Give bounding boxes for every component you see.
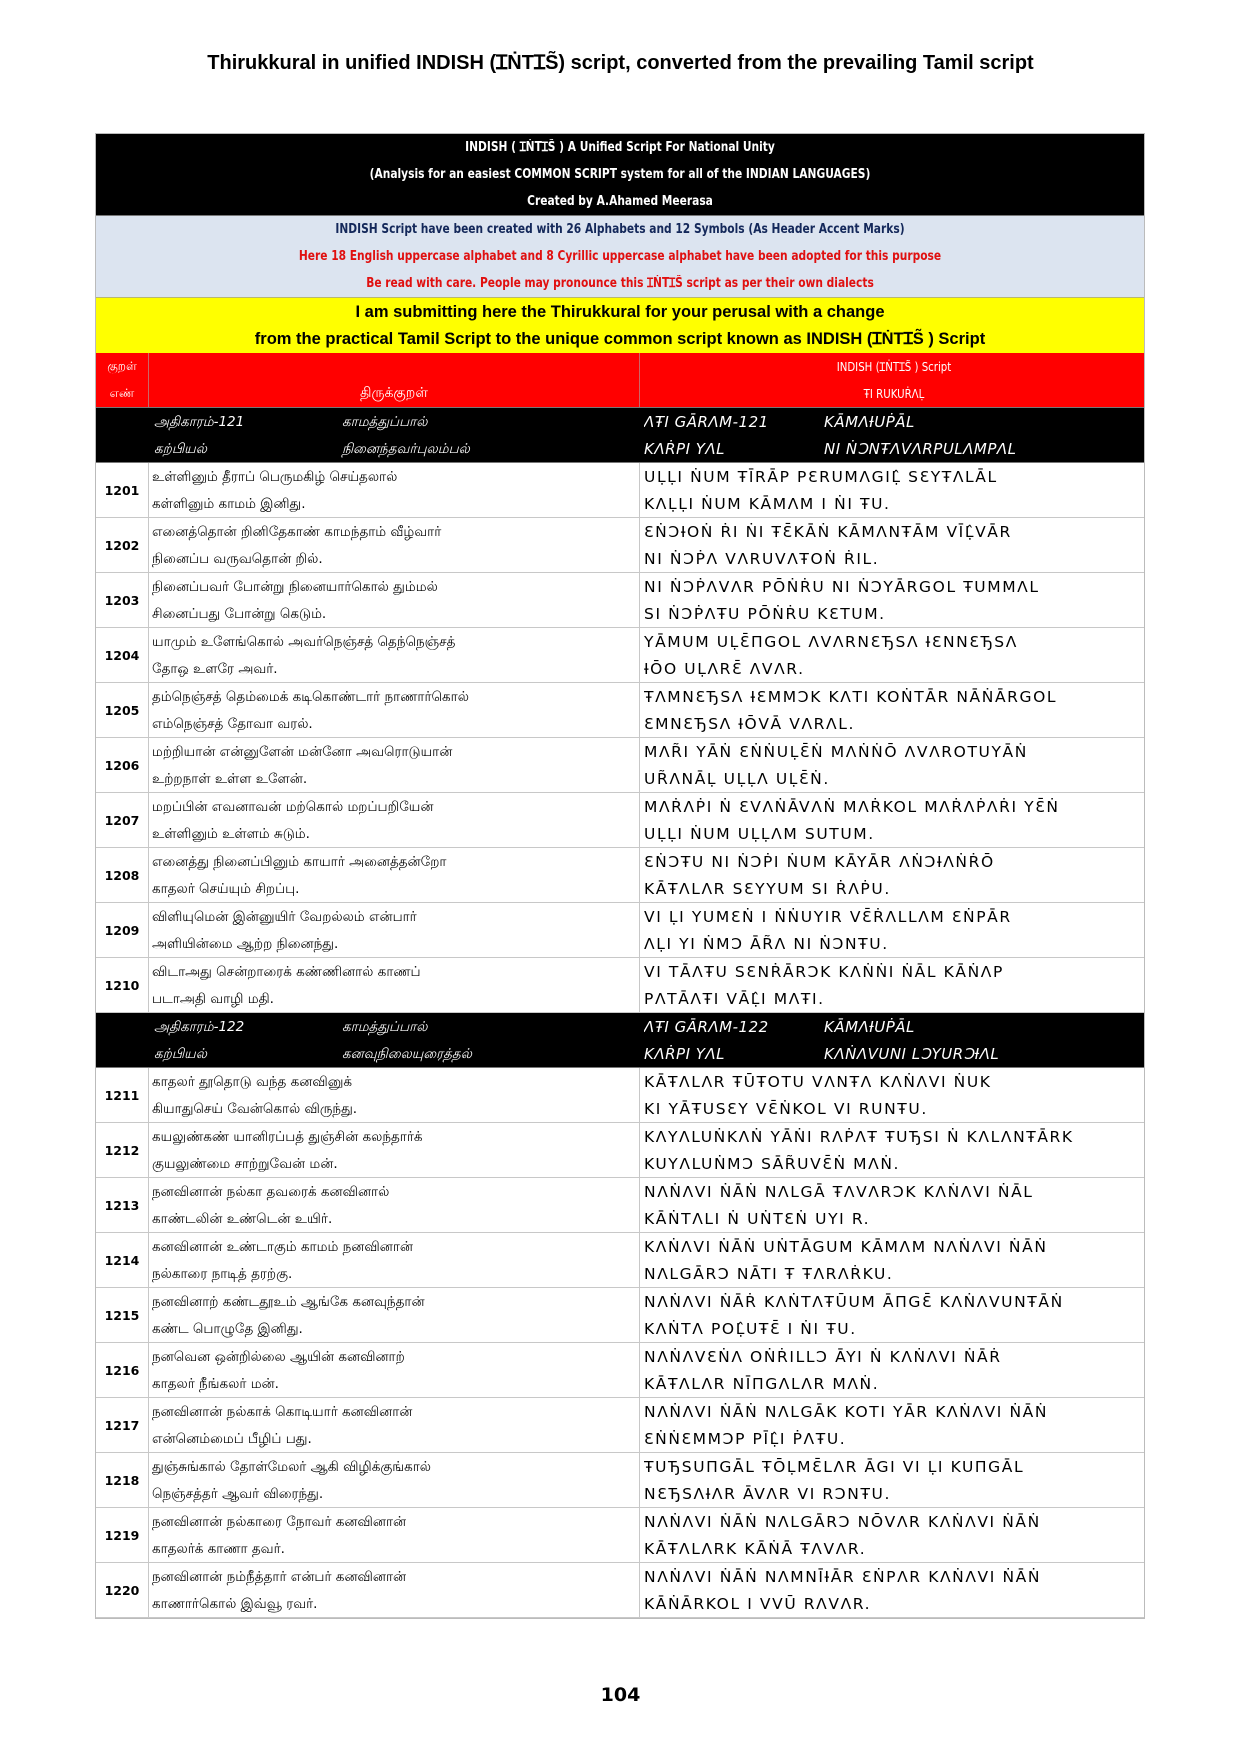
kural-tamil-line: எனைத்து நினைப்பினும் காயார் அனைத்தன்றோ (152, 854, 447, 870)
kural-number: 1211 (96, 1068, 149, 1122)
kural-indish-line: ŦΛMNƐЂSΛ ƗƐMMƆK KΛTI KOṄTĀR NĀṄĀRGOL (644, 688, 1058, 706)
kural-tamil-line: உள்ளினும் உள்ளம் சுடும். (152, 826, 310, 842)
kural-indish-line: KĀŦΛLΛRK KĀṄĀ ŦΛVΛR. (644, 1540, 867, 1558)
kural-row (96, 1398, 1144, 1453)
header-indish-column (640, 353, 1144, 407)
chapter-indish-cell (640, 408, 1144, 462)
chapter-tamil-text: காமத்துப்பால் (342, 1019, 428, 1035)
kural-tamil-line: எம்நெஞ்சத் தோவா வரல். (152, 716, 313, 732)
kural-indish-cell (640, 1508, 1144, 1562)
kural-indish-line: ƐṄƆƗOṄ ṘI ṄI ŦƐ̄KĀṄ KĀMΛNŦĀM VĪḶ̂VĀR (644, 523, 1012, 541)
chapter-indish-line (644, 1040, 1144, 1067)
kural-tamil-line: காதலர் செய்யும் சிறப்பு. (152, 881, 300, 897)
kural-tamil-line: காதலர் தூதொடு வந்த கனவினுக் (152, 1074, 353, 1090)
kural-indish-line: KΛYΛLUṄKΛṄ YĀṄI RΛṖΛŦ ŦUЂSI Ṅ KΛLΛNŦĀRK (644, 1128, 1074, 1146)
kural-indish-cell (640, 1288, 1144, 1342)
kural-row (96, 1453, 1144, 1508)
kural-tamil-line: கயலுண்கண் யானிரப்பத் துஞ்சின் கலந்தார்க் (152, 1129, 423, 1145)
kural-row (96, 683, 1144, 738)
kural-number: 1207 (96, 793, 149, 847)
kural-tamil-line: சினைப்பது போன்று கெடும். (152, 606, 327, 622)
kural-tamil-cell (149, 463, 640, 517)
kural-tamil-line: தோஒ உளரே அவர். (152, 661, 278, 677)
kural-number: 1206 (96, 738, 149, 792)
kural-indish-line: UḶḶI ṄUM UḶḶΛM SUTUM. (644, 825, 875, 843)
kural-indish-line: ƐMNƐЂSΛ ƗŌVĀ VΛRΛL. (644, 715, 856, 733)
kural-row (96, 463, 1144, 518)
kural-tamil-line: உற்றநாள் உள்ள உளேன். (152, 771, 308, 787)
kural-tamil-line: விடாஅது சென்றாரைக் கண்ணினால் காணப் (152, 964, 421, 980)
kural-tamil-cell (149, 628, 640, 682)
chapter-indish-text: KΛṄΛVUNI LƆYURƆƗΛL (824, 1045, 1000, 1063)
kural-row (96, 628, 1144, 683)
kural-tamil-line: நினைப்பவர் போன்று நினையார்கொல் தும்மல் (152, 579, 438, 595)
kural-number: 1220 (96, 1563, 149, 1617)
kural-indish-line: NI ṄƆṖΛVΛR PŌṄṘU NI ṄƆYĀRGOL ŦUMMΛL (644, 578, 1040, 596)
kural-indish-cell (640, 1178, 1144, 1232)
kural-tamil-line: நெஞ்சத்தர் ஆவர் விரைந்து. (152, 1486, 324, 1502)
kural-indish-cell (640, 1068, 1144, 1122)
kural-indish-line: KΛḶḶI ṄUM KĀMΛM I ṄI ŦU. (644, 495, 891, 513)
kural-indish-cell (640, 1123, 1144, 1177)
kural-indish-cell (640, 1398, 1144, 1452)
kural-tamil-cell (149, 903, 640, 957)
header-kural-label: குறள் (107, 358, 137, 373)
kural-indish-line: UḶḶI ṄUM ŦĪRĀP PƐRUMΛGIḶ̂ SƐYŦΛLĀL (644, 468, 998, 486)
kural-tamil-line: நல்காரை நாடித் தரற்கு. (152, 1266, 293, 1282)
kural-row (96, 1508, 1144, 1563)
kural-row (96, 738, 1144, 793)
kural-tamil-line: மற்றியான் என்னுளேன் மன்னோ அவரொடுயான் (152, 744, 453, 760)
kural-number: 1216 (96, 1343, 149, 1397)
kural-tamil-cell (149, 1233, 640, 1287)
kural-indish-line: NΛLGĀRƆ NĀTI Ŧ ŦΛRΛṘKU. (644, 1265, 894, 1283)
chapter-tamil-line (152, 435, 640, 462)
header-indish-title: ŦI RUKUṘΛḶ (863, 387, 925, 401)
chapter-indish-text: KΛṘPI YΛL (644, 440, 726, 458)
kural-indish-cell (640, 1563, 1144, 1617)
kural-indish-cell (640, 848, 1144, 902)
header-tamil-column (149, 353, 640, 407)
header-number-column (96, 353, 149, 407)
kural-indish-line: ƐṄṄƐMMƆP PĪḶ̂I ṖΛŦU. (644, 1430, 847, 1448)
kural-indish-line: NΛṄΛVI ṄĀṘ KΛṄTΛŦŪUM ĀПGƐ̄ KΛṄΛVUNŦĀṄ (644, 1293, 1064, 1311)
intro-line: (Analysis for an easiest COMMON SCRIPT system for all of the INDIAN LANGUAGES) (369, 167, 871, 182)
kural-tamil-cell (149, 1398, 640, 1452)
kural-row (96, 1288, 1144, 1343)
kural-number: 1217 (96, 1398, 149, 1452)
header-number-label: எண் (109, 385, 135, 400)
kural-tamil-line: துஞ்சுங்கால் தோள்மேலர் ஆகி விழிக்குங்கால் (152, 1459, 431, 1475)
info-line: Here 18 English uppercase alphabet and 8 Cyrillic uppercase alphabet have been adopted for this purpose (298, 249, 942, 264)
kural-row (96, 793, 1144, 848)
chapter-tamil-text: கற்பியல் (154, 441, 207, 457)
intro-line: INDISH ( ꞮṄTꞮS̃ ) A Unified Script For National Unity (465, 140, 775, 155)
kural-tamil-line: நனவினான் நம்நீத்தார் என்பர் கனவினான் (152, 1569, 407, 1585)
kural-row (96, 958, 1144, 1013)
kural-tamil-cell (149, 1288, 640, 1342)
chapter-indish-text: KĀMΛƗUṖĀL (824, 1018, 915, 1036)
kural-tamil-line: அளியின்மை ஆற்ற நினைந்து. (152, 936, 339, 952)
kural-tamil-cell (149, 683, 640, 737)
kural-tamil-cell (149, 1453, 640, 1507)
kural-tamil-line: நனவினாற் கண்டதூஉம் ஆங்கே கனவுந்தான் (152, 1294, 425, 1310)
kural-tamil-line: நனவென ஒன்றில்லை ஆயின் கனவினாற் (152, 1349, 405, 1365)
kural-indish-line: VI ḶI YUMƐṄ I ṄṄUYIR VƐ̄ṘΛLLΛM ƐṄPĀR (644, 908, 1012, 926)
kural-indish-line: PΛTĀΛŦI VĀḶ̂I MΛŦI. (644, 990, 825, 1008)
submission-line: from the practical Tamil Script to the unique common script known as INDISH (ꞮṄTꞮS̃ ) Script (254, 330, 986, 348)
chapter-tamil-cell (149, 408, 640, 462)
kural-tamil-line: தம்நெஞ்சத் தெம்மைக் கடிகொண்டார் நாணார்கொல் (152, 689, 469, 705)
kural-number: 1212 (96, 1123, 149, 1177)
kural-tamil-cell (149, 1123, 640, 1177)
kural-indish-line: KI YĀŦUSƐY VƐ̄ṄKOL VI RUNŦU. (644, 1100, 928, 1118)
chapter-number-cell (96, 408, 149, 462)
kural-tamil-line: நினைப்ப வருவதொன் றில். (152, 551, 323, 567)
kural-number: 1208 (96, 848, 149, 902)
chapter-indish-line (644, 435, 1144, 462)
kural-indish-cell (640, 793, 1144, 847)
kural-tamil-line: காணார்கொல் இவ்வூ ரவர். (152, 1596, 318, 1612)
kural-indish-line: NΛṄΛVƐṄΛ OṄṘILLƆ ĀYI Ṅ KΛṄΛVI ṄĀṘ (644, 1348, 1002, 1366)
kural-indish-line: VI TĀΛŦU SƐNṘĀRƆK KΛṄṄI ṄĀL KĀṄΛP (644, 963, 1004, 981)
chapter-tamil-text: அதிகாரம்-122 (154, 1019, 245, 1035)
kural-tamil-cell (149, 518, 640, 572)
info-line: INDISH Script have been created with 26 Alphabets and 12 Symbols (As Header Accent Marks) (335, 222, 905, 237)
kural-number: 1214 (96, 1233, 149, 1287)
chapter-indish-text: KΛṘPI YΛL (644, 1045, 726, 1063)
thirukkural-table (95, 133, 1145, 1619)
kural-tamil-cell (149, 1563, 640, 1617)
kural-indish-cell (640, 573, 1144, 627)
kural-row (96, 1123, 1144, 1178)
chapter-tamil-text: கனவுநிலையுரைத்தல் (342, 1046, 472, 1062)
kural-indish-cell (640, 958, 1144, 1012)
kural-indish-line: KĀŦΛLΛR ŦŪŦOTU VΛNŦΛ KΛṄΛVI ṄUK (644, 1073, 992, 1091)
kural-tamil-cell (149, 1343, 640, 1397)
kural-tamil-line: விளியுமென் இன்னுயிர் வேறல்லம் என்பார் (152, 909, 417, 925)
chapter-tamil-line (152, 1040, 640, 1067)
kural-number: 1209 (96, 903, 149, 957)
kural-indish-cell (640, 518, 1144, 572)
kural-tamil-line: நனவினான் நல்காரை நோவர் கனவினான் (152, 1514, 407, 1530)
kural-indish-line: UR̃ΛNĀḶ UḶḶΛ UḶƐ̄Ṅ. (644, 770, 830, 788)
kural-tamil-line: கியாதுசெய் வேன்கொல் விருந்து. (152, 1101, 358, 1117)
kural-indish-line: ƐṄƆŦU NI ṄƆṖI ṄUM KĀYĀR ΛṄƆƗΛṄṘŌ (644, 853, 995, 871)
kural-tamil-line: கள்ளினும் காமம் இனிது. (152, 496, 306, 512)
kural-tamil-cell (149, 738, 640, 792)
submission-line: I am submitting here the Thirukkural for your perusal with a change (355, 303, 885, 321)
kural-row (96, 903, 1144, 958)
kural-indish-line: YĀMUM UḶƐ̄ПGOL ΛVΛRNƐЂSΛ ƗƐNNƐЂSΛ (644, 633, 1018, 651)
kural-indish-line: KĀŦΛLΛR NĪПGΛLΛR MΛṄ. (644, 1375, 880, 1393)
info-line: Be read with care. People may pronounce this ꞮṄTꞮS̃ script as per their own dialects (366, 276, 874, 291)
kural-indish-cell (640, 463, 1144, 517)
kural-number: 1205 (96, 683, 149, 737)
kural-tamil-cell (149, 848, 640, 902)
kural-number: 1210 (96, 958, 149, 1012)
chapter-tamil-line (152, 408, 640, 435)
kural-tamil-line: படாஅதி வாழி மதி. (152, 991, 274, 1007)
kural-tamil-cell (149, 793, 640, 847)
kural-indish-line: ŦUЂSUПGĀL ŦŌḶMƐ̄LΛR ĀGI VI ḶI KUПGĀL (644, 1458, 1025, 1476)
kural-tamil-line: யாமும் உளேங்கொல் அவர்நெஞ்சத் தெந்நெஞ்சத் (152, 634, 456, 650)
kural-indish-cell (640, 903, 1144, 957)
table-body (96, 408, 1144, 1618)
kural-indish-line: KĀṄĀRKOL I VVŪ RΛVΛR. (644, 1595, 872, 1613)
kural-indish-line: ƗŌO UḶΛRƐ̄ ΛVΛR. (644, 660, 805, 678)
kural-indish-line: ΛḶI YI ṄMƆ ĀR̃Λ NI ṄƆNŦU. (644, 935, 889, 953)
chapter-tamil-text: கற்பியல் (154, 1046, 207, 1062)
chapter-tamil-text: நினைந்தவர்புலம்பல் (342, 441, 470, 457)
kural-row (96, 1343, 1144, 1398)
chapter-tamil-cell (149, 1013, 640, 1067)
kural-indish-line: KUYΛLUṄMƆ SĀR̃UVƐ̄Ṅ MΛṄ. (644, 1155, 901, 1173)
kural-indish-cell (640, 1453, 1144, 1507)
kural-row (96, 1233, 1144, 1288)
page-number: 104 (600, 1684, 641, 1706)
kural-number: 1202 (96, 518, 149, 572)
kural-tamil-cell (149, 1068, 640, 1122)
kural-row (96, 1068, 1144, 1123)
kural-indish-cell (640, 683, 1144, 737)
chapter-indish-line (644, 408, 1144, 435)
kural-indish-line: NΛṄΛVI ṄĀṄ NΛLGĀK KOTI YĀR KΛṄΛVI ṄĀṄ (644, 1403, 1049, 1421)
kural-tamil-line: காதலர் நீங்கலர் மன். (152, 1376, 279, 1392)
chapter-indish-text: ΛŦI GĀRΛM-121 (644, 413, 769, 431)
kural-tamil-line: நனவினான் நல்காக் கொடியார் கனவினான் (152, 1404, 413, 1420)
header-indish-label: INDISH (ꞮṄTꞮS̃ ) Script (836, 360, 952, 374)
kural-number: 1203 (96, 573, 149, 627)
kural-indish-line: KĀṄTΛLI Ṅ UṄTƐṄ UYI R. (644, 1210, 871, 1228)
kural-tamil-cell (149, 958, 640, 1012)
chapter-tamil-text: காமத்துப்பால் (342, 414, 428, 430)
kural-tamil-line: எனைத்தொன் றினிதேகாண் காமந்தாம் வீழ்வார் (152, 524, 442, 540)
chapter-indish-text: ΛŦI GĀRΛM-122 (644, 1018, 769, 1036)
chapter-tamil-line (152, 1013, 640, 1040)
kural-tamil-line: காண்டலின் உண்டென் உயிர். (152, 1211, 333, 1227)
chapter-indish-cell (640, 1013, 1144, 1067)
kural-number: 1201 (96, 463, 149, 517)
kural-number: 1204 (96, 628, 149, 682)
info-banner (96, 216, 1144, 298)
kural-number: 1218 (96, 1453, 149, 1507)
kural-indish-line: NI ṄƆṖΛ VΛRUVΛŦOṄ ṘIL. (644, 550, 880, 568)
kural-row (96, 518, 1144, 573)
kural-indish-cell (640, 1233, 1144, 1287)
kural-indish-line: NΛṄΛVI ṄĀṄ NΛLGĀ ŦΛVΛRƆK KΛṄΛVI ṄĀL (644, 1183, 1034, 1201)
kural-number: 1215 (96, 1288, 149, 1342)
kural-number: 1213 (96, 1178, 149, 1232)
chapter-indish-line (644, 1013, 1144, 1040)
chapter-indish-text: KĀMΛƗUṖĀL (824, 413, 915, 431)
kural-indish-cell (640, 738, 1144, 792)
chapter-tamil-text: அதிகாரம்-121 (154, 414, 245, 430)
kural-tamil-line: குயலுண்மை சாற்றுவேன் மன். (152, 1156, 338, 1172)
kural-tamil-line: கண்ட பொழுதே இனிது. (152, 1321, 303, 1337)
kural-tamil-line: கனவினான் உண்டாகும் காமம் நனவினான் (152, 1239, 413, 1255)
kural-row (96, 1563, 1144, 1618)
kural-indish-line: MΛṘΛṖI Ṅ ƐVΛṄĀVΛṄ MΛṘKOL MΛṘΛṖΛṘI YƐ̄Ṅ (644, 798, 1060, 816)
kural-tamil-line: நனவினான் நல்கா தவரைக் கனவினால் (152, 1184, 390, 1200)
kural-tamil-cell (149, 1508, 640, 1562)
kural-indish-line: SI ṄƆṖΛŦU PŌṄṘU KƐTUM. (644, 605, 886, 623)
kural-indish-line: NƐЂSΛƗΛR ĀVΛR VI RƆNŦU. (644, 1485, 892, 1503)
author-credit: Created by A.Ahamed Meerasa (527, 194, 713, 209)
header-tamil-label: திருக்குறள் (360, 385, 428, 401)
kural-indish-line: NΛṄΛVI ṄĀṄ NΛLGĀRƆ NŌVΛR KΛṄΛVI ṄĀṄ (644, 1513, 1041, 1531)
kural-indish-line: MΛR̃I YĀṄ ƐṄṄUḶƐ̄Ṅ MΛṄṄŌ ΛVΛROTUYĀṄ (644, 743, 1028, 761)
kural-tamil-line: காதலர்க் காணா தவர். (152, 1541, 285, 1557)
chapter-number-cell (96, 1013, 149, 1067)
kural-indish-line: KΛṄΛVI ṄĀṄ UṄTĀGUM KĀMΛM NΛṄΛVI ṄĀṄ (644, 1238, 1048, 1256)
kural-indish-cell (640, 1343, 1144, 1397)
submission-banner (96, 298, 1144, 353)
table-header (96, 353, 1144, 408)
kural-number: 1219 (96, 1508, 149, 1562)
kural-tamil-line: என்னெம்மைப் பீழிப் பது. (152, 1431, 312, 1447)
chapter-header-row (96, 408, 1144, 463)
kural-tamil-line: உள்ளினும் தீராப் பெருமகிழ் செய்தலால் (152, 469, 398, 485)
kural-tamil-cell (149, 573, 640, 627)
chapter-header-row (96, 1013, 1144, 1068)
kural-tamil-cell (149, 1178, 640, 1232)
kural-row (96, 1178, 1144, 1233)
kural-row (96, 848, 1144, 903)
intro-banner (96, 134, 1144, 216)
kural-indish-line: KĀŦΛLΛR SƐYYUM SI ṘΛṖU. (644, 880, 891, 898)
kural-indish-line: KΛṄTΛ POḶ̂UŦƐ̄ I ṄI ŦU. (644, 1320, 857, 1338)
page-title: Thirukkural in unified INDISH (ꞮṄTꞮS̃) script, converted from the prevailing Tamil script (207, 52, 1034, 74)
kural-indish-cell (640, 628, 1144, 682)
chapter-indish-text: NI ṄƆNŦΛVΛRPULΛMPΛL (824, 440, 1017, 458)
kural-indish-line: NΛṄΛVI ṄĀṄ NΛMNĪƗĀR ƐṄPΛR KΛṄΛVI ṄĀṄ (644, 1568, 1042, 1586)
kural-tamil-line: மறப்பின் எவனாவன் மற்கொல் மறப்பறியேன் (152, 799, 434, 815)
kural-row (96, 573, 1144, 628)
